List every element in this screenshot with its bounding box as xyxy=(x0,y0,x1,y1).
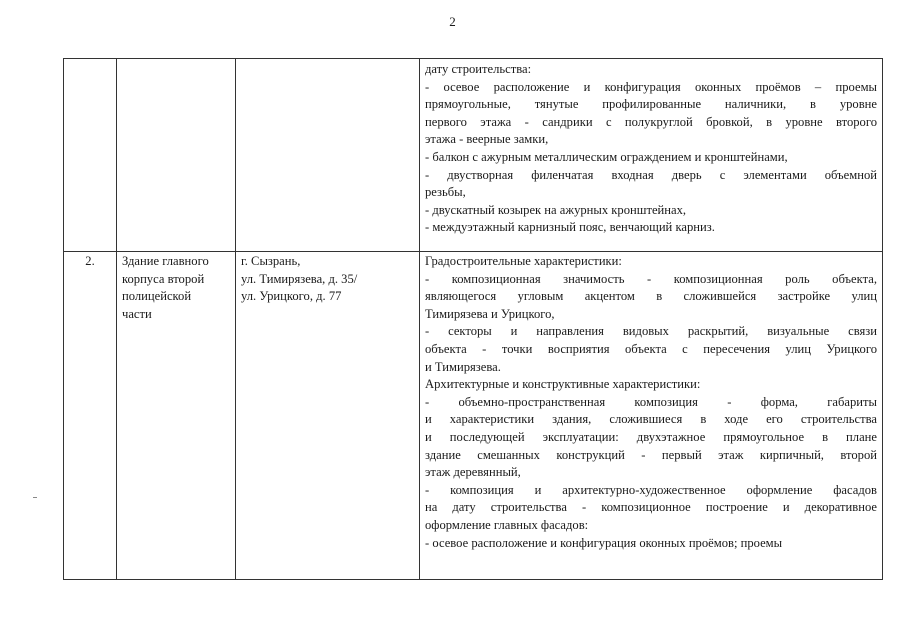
description-line: резьбы, xyxy=(425,185,466,200)
description-line: - осевое расположение и конфигурация оконных проёмов – проемы xyxy=(425,79,877,94)
address-line: ул. Урицкого, д. 77 xyxy=(241,289,342,304)
cell-name-empty xyxy=(117,59,236,252)
description-lines xyxy=(425,61,877,237)
cell-address-empty xyxy=(236,59,420,252)
description-line: первого этажа - сандрики с полукруглой бровкой, в уровне второго xyxy=(425,114,877,129)
description-line: являющегося угловым акцентом в сложившейся застройке улиц xyxy=(425,289,877,304)
description-line: этажа - веерные замки, xyxy=(425,132,549,147)
description-lines xyxy=(425,253,877,552)
table-row-2 xyxy=(64,252,883,580)
description-line: - секторы и направления видовых раскрытий, визуальные связи xyxy=(425,324,877,339)
description-line: - двускатный козырек на ажурных кронштейнах, xyxy=(425,202,687,217)
description-line: и Тимирязева. xyxy=(425,359,501,374)
description-line: прямоугольные, тянутые профилированные наличники, в уровне xyxy=(425,97,877,112)
description-line: Архитектурные и конструктивные характеристики: xyxy=(425,377,701,392)
objects-table xyxy=(63,58,883,580)
description-line: на дату строительства - композиционное построение и декоративное xyxy=(425,500,877,515)
description-line: объекта - точки восприятия объекта с пересечения улиц Урицкого xyxy=(425,341,877,356)
address-lines xyxy=(241,253,414,306)
object-name-line: полицейской xyxy=(122,289,192,304)
stray-mark xyxy=(33,497,37,498)
cell-description-continuation xyxy=(420,59,883,252)
description-line: дату строительства: xyxy=(425,62,532,76)
description-line: этаж деревянный, xyxy=(425,465,521,480)
description-line: - объемно-пространственная композиция - форма, габариты xyxy=(425,394,877,409)
description-line: - балкон с ажурным металлическим ограждением и кронштейнами, xyxy=(425,149,788,164)
object-name-line: корпуса второй xyxy=(122,271,205,286)
description-line: Градостроительные характеристики: xyxy=(425,254,622,268)
address-line: г. Сызрань, xyxy=(241,254,301,268)
cell-number: 2. xyxy=(64,252,117,580)
description-line: - композиция и архитектурно-художественное оформление фасадов xyxy=(425,482,877,497)
object-name-line: части xyxy=(122,306,152,321)
description-line: здание смешанных конструкций - первый этаж кирпичный, второй xyxy=(425,447,877,462)
object-name-lines xyxy=(122,253,230,323)
address-line: ул. Тимирязева, д. 35/ xyxy=(241,271,358,286)
description-line: - двустворная филенчатая входная дверь с элементами объемной xyxy=(425,167,877,182)
description-line: - осевое расположение и конфигурация оконных проёмов; проемы xyxy=(425,535,783,550)
description-line: и последующей эксплуатации: двухэтажное прямоугольное в плане xyxy=(425,429,877,444)
description-line: - междуэтажный карнизный пояс, венчающий карниз. xyxy=(425,220,715,235)
table-row-continuation xyxy=(64,59,883,252)
description-line: оформление главных фасадов: xyxy=(425,517,589,532)
cell-address xyxy=(236,252,420,580)
description-line: Тимирязева и Урицкого, xyxy=(425,306,555,321)
page-number: 2 xyxy=(449,14,456,29)
cell-number-empty xyxy=(64,59,117,252)
description-line: и характеристики здания, сложившиеся в ходе его строительства xyxy=(425,412,877,427)
cell-description xyxy=(420,252,883,580)
object-name-line: Здание главного xyxy=(122,254,209,268)
description-line: - композиционная значимость - композиционная роль объекта, xyxy=(425,271,877,286)
cell-name xyxy=(117,252,236,580)
